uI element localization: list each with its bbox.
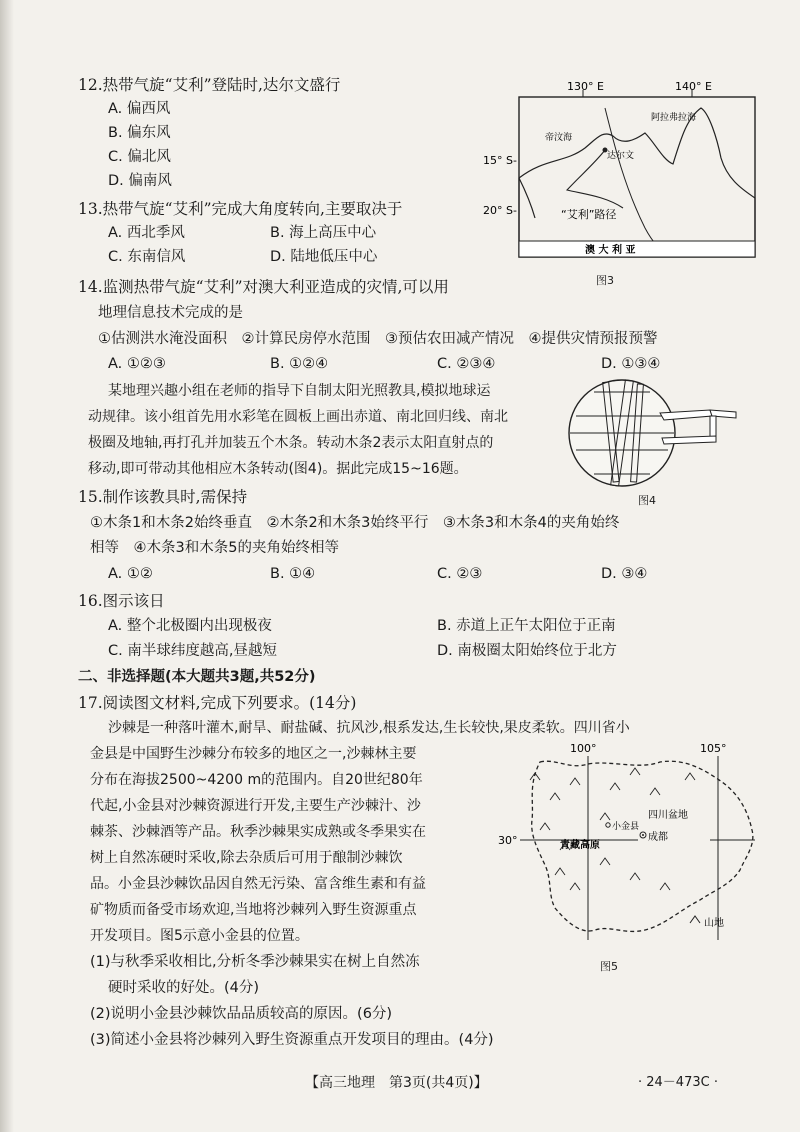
q15-option-b: B. ①④ [270, 566, 316, 582]
q17-para-line7: 品。小金县沙棘饮品因自然无污染、富含维生素和有益 [90, 876, 426, 892]
fig3-australia-label: 澳 大 利 亚 [585, 245, 636, 256]
q13-option-b: B. 海上高压中心 [270, 225, 377, 241]
fig3-lat-20: 20° S- [483, 204, 517, 217]
q14-option-a: A. ①②③ [108, 356, 166, 372]
q17-sub2: (2)说明小金县沙棘饮品品质较高的原因。(6分) [90, 1006, 393, 1022]
intro-line3: 极圈及地轴,再打孔并加装五个木条。转动木条2表示太阳直射点的 [88, 435, 494, 451]
q16-stem: 16.图示该日 [78, 592, 165, 610]
q12-option-c: C. 偏北风 [108, 149, 171, 165]
fig3-cyclone-path-label: “艾利”路径 [561, 208, 617, 221]
q17-para-line9: 开发项目。图5示意小金县的位置。 [90, 928, 309, 944]
q15-stem: 15.制作该教具时,需保持 [78, 488, 248, 506]
q14-option-c: C. ②③④ [437, 356, 496, 372]
q17-sub1-line2: 硬时采收的好处。(4分) [108, 980, 260, 996]
q15-option-a: A. ①② [108, 566, 153, 582]
intro-line4: 移动,即可带动其他相应木条转动(图4)。据此完成15~16题。 [88, 461, 468, 477]
fig5-lon-100: 100° [570, 742, 597, 755]
q16-option-b: B. 赤道上正午太阳位于正南 [437, 618, 616, 634]
q13-stem: 13.热带气旋“艾利”完成大角度转向,主要取决于 [78, 200, 403, 218]
figure-5-caption: 图5 [600, 960, 618, 973]
fig5-legend-mountain: 山地 [704, 918, 724, 929]
q14-items: ①估测洪水淹没面积 ②计算民房停水范围 ③预估农田减产情况 ④提供灾情预报预警 [98, 331, 658, 347]
q17-stem: 17.阅读图文材料,完成下列要求。(14分) [78, 694, 357, 712]
q15-option-c: C. ②③ [437, 566, 483, 582]
figure-3-cyclone-map [483, 78, 775, 288]
q17-para-line8: 矿物质而备受市场欢迎,当地将沙棘列入野生资源重点 [90, 902, 417, 918]
fig3-lat-15: 15° S- [483, 154, 517, 167]
q13-option-d: D. 陆地低压中心 [270, 249, 378, 265]
fig5-chengdu: 成都 [648, 832, 668, 843]
q16-option-a: A. 整个北极圈内出现极夜 [108, 618, 272, 634]
q14-option-d: D. ①③④ [601, 356, 661, 372]
fig5-lat-30: 30° [498, 834, 518, 847]
q17-sub1-line1: (1)与秋季采收相比,分析冬季沙棘果实在树上自然冻 [90, 954, 420, 970]
figure-4-teaching-aid [560, 378, 780, 493]
fig5-qinghai-tibet-plateau: 青藏高原 [560, 840, 600, 851]
q17-para-line5: 棘茶、沙棘酒等产品。秋季沙棘果实成熟或冬季果实在 [90, 824, 426, 840]
q15-items-line1: ①木条1和木条2始终垂直 ②木条2和木条3始终平行 ③木条3和木条4的夹角始终 [90, 515, 620, 531]
q12-option-b: B. 偏东风 [108, 125, 171, 141]
q14-stem-line2: 地理信息技术完成的是 [98, 305, 243, 321]
page-edge-shadow [0, 0, 14, 1132]
q12-stem: 12.热带气旋“艾利”登陆时,达尔文盛行 [78, 76, 341, 94]
q14-option-b: B. ①②④ [270, 356, 329, 372]
intro-line2: 动规律。该小组首先用水彩笔在圆板上画出赤道、南北回归线、南北 [88, 409, 508, 425]
fig3-lon-130: 130° E [567, 80, 604, 93]
q17-para-line3: 分布在海拔2500~4200 m的范围内。自20世纪80年 [90, 772, 423, 788]
fig3-arafura-sea: 阿拉弗拉海 [651, 113, 697, 123]
q15-option-d: D. ③④ [601, 566, 648, 582]
intro-line1: 某地理兴趣小组在老师的指导下自制太阳光照教具,模拟地球运 [108, 383, 491, 399]
q16-option-d: D. 南极圈太阳始终位于北方 [437, 643, 617, 659]
q17-para-line6: 树上自然冻硬时采收,除去杂质后可用于酿制沙棘饮 [90, 850, 403, 866]
q15-items-line2: 相等 ④木条3和木条5的夹角始终相等 [90, 540, 339, 556]
fig5-sichuan-basin: 四川盆地 [648, 810, 688, 821]
fig3-darwin: 达尔文 [607, 151, 635, 161]
q13-option-a: A. 西北季风 [108, 225, 185, 241]
footer-page-title: 【高三地理 第3页(共4页)】 [305, 1075, 488, 1091]
fig3-lon-140: 140° E [675, 80, 712, 93]
fig3-timor-sea: 帝汶海 [545, 133, 573, 143]
figure-4-caption: 图4 [638, 494, 656, 507]
section-2-heading: 二、非选择题(本大题共3题,共52分) [78, 669, 316, 685]
figure-3-caption: 图3 [596, 274, 614, 287]
q14-stem-line1: 14.监测热带气旋“艾利”对澳大利亚造成的灾情,可以用 [78, 278, 449, 296]
q17-para-line1: 沙棘是一种落叶灌木,耐旱、耐盐碱、抗风沙,根系发达,生长较快,果皮柔软。四川省小 [108, 720, 630, 736]
footer-code: · 24－473C · [638, 1075, 718, 1090]
figure-5-sichuan-map [500, 740, 770, 950]
fig5-xiaojin-county: 小金县 [612, 822, 640, 832]
q16-option-c: C. 南半球纬度越高,昼越短 [108, 643, 277, 659]
q13-option-c: C. 东南信风 [108, 249, 186, 265]
q17-para-line4: 代起,小金县对沙棘资源进行开发,主要生产沙棘汁、沙 [90, 798, 421, 814]
q17-para-line2: 金县是中国野生沙棘分布较多的地区之一,沙棘林主要 [90, 746, 417, 762]
q12-option-d: D. 偏南风 [108, 173, 172, 189]
fig5-lon-105: 105° [700, 742, 727, 755]
q17-sub3: (3)简述小金县将沙棘列入野生资源重点开发项目的理由。(4分) [90, 1032, 494, 1048]
q12-option-a: A. 偏西风 [108, 101, 171, 117]
